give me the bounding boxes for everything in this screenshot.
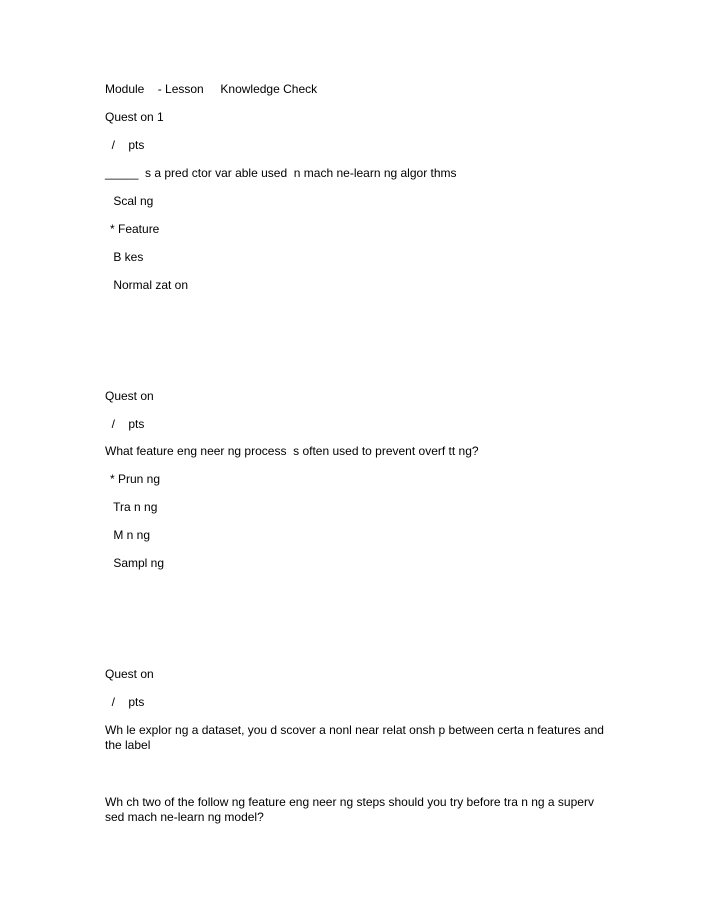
question-3-label: Quest on (105, 667, 154, 681)
question-1-points: / pts (105, 138, 145, 152)
question-1-option-4: Normal zat on (110, 278, 189, 292)
question-2-label: Quest on (105, 389, 154, 403)
question-3-points: / pts (105, 695, 145, 709)
question-1-option-3: B kes (110, 250, 144, 264)
question-1-prompt: _____ s a pred ctor var able used n mach ne-learn ng algor thms (105, 166, 457, 180)
question-3-prompt-continued: Wh ch two of the follow ng feature eng neer ng steps should you try before tra n ng a superv sed mach ne-learn ng model? (105, 795, 594, 824)
question-1-label: Quest on 1 (105, 110, 164, 124)
question-1-option-1: Scal ng (110, 194, 154, 208)
question-2-option-1: * Prun ng (110, 472, 161, 486)
question-2-prompt: What feature eng neer ng process s often used to prevent overf tt ng? (105, 444, 479, 458)
question-3-prompt: Wh le explor ng a dataset, you d scover a nonl near relat onsh p between certa n features and the label (105, 723, 604, 752)
question-1-option-2: * Feature (110, 222, 160, 236)
question-2-option-3: M n ng (110, 528, 151, 542)
question-2-option-2: Tra n ng (110, 500, 158, 514)
question-2-option-4: Sampl ng (110, 556, 165, 570)
document-title: Module - Lesson Knowledge Check (105, 82, 318, 96)
question-2-points: / pts (105, 417, 145, 431)
